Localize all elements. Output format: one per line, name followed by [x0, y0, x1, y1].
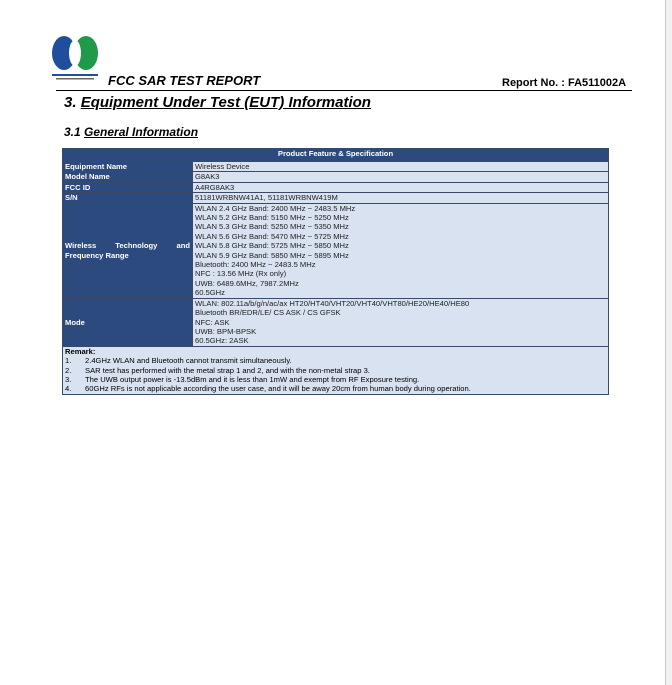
table-row: [63, 203, 609, 298]
wireless-technology-label: [63, 203, 193, 298]
product-spec-table: [62, 148, 609, 395]
equipment-name-value: Wireless Device: [193, 162, 609, 172]
table-row: [63, 298, 609, 346]
subsection-number: 3.1: [64, 125, 81, 139]
remark-text: 2.4GHz WLAN and Bluetooth cannot transmit simultaneously.: [85, 356, 292, 366]
frequency-line: WLAN 2.4 GHz Band: 2400 MHz ~ 2483.5 MHz: [195, 203, 356, 213]
frequency-line: NFC : 13.56 MHz (Rx only): [195, 269, 287, 279]
mode-line: UWB: BPM-BPSK: [195, 326, 257, 336]
list-item: [65, 375, 606, 384]
table-row: [63, 172, 609, 182]
remark-cell: [63, 346, 609, 394]
mode-line: Bluetooth BR/EDR/LE/ CS ASK / CS GFSK: [195, 308, 341, 318]
report-title: FCC SAR TEST REPORT: [108, 73, 261, 88]
frequency-line: WLAN 5.3 GHz Band: 5250 MHz ~ 5350 MHz: [195, 222, 349, 232]
remark-text: The UWB output power is -13.5dBm and it is less than 1mW and exempt from RF Exposure testing.: [85, 374, 420, 384]
mode-line: WLAN: 802.11a/b/g/n/ac/ax HT20/HT40/VHT20/VHT40/VHT80/HE20/HE40/HE80: [195, 298, 470, 308]
remark-heading: Remark:: [65, 346, 96, 356]
frequency-line: WLAN 5.8 GHz Band: 5725 MHz ~ 5850 MHz: [195, 241, 349, 251]
wireless-label-line-2: Frequency Range: [65, 250, 129, 260]
remark-text: SAR test has performed with the metal strap 1 and 2, and with the non-metal strap 3.: [85, 365, 370, 375]
report-number: Report No. : FA511002A: [502, 77, 627, 89]
table-heading: Product Feature & Specification: [63, 149, 609, 162]
remark-row: [63, 346, 609, 394]
remark-number: 1.: [65, 356, 72, 366]
remark-number: 2.: [65, 365, 72, 375]
table-row: [63, 182, 609, 192]
list-item: [65, 356, 606, 365]
frequency-line: 60.5GHz: [195, 288, 225, 298]
table-row: [63, 193, 609, 203]
mode-label: Mode: [63, 298, 193, 346]
frequency-line: WLAN 5.6 GHz Band: 5470 MHz ~ 5725 MHz: [195, 231, 349, 241]
section-number: 3.: [64, 94, 77, 111]
frequency-line: Bluetooth: 2400 MHz ~ 2483.5 MHz: [195, 260, 316, 270]
list-item: [65, 366, 606, 375]
fcc-id-value: A4RG8AK3: [193, 182, 609, 192]
frequency-line: UWB: 6489.6MHz, 7987.2MHz: [195, 278, 299, 288]
mode-line: 60.5GHz: 2ASK: [195, 336, 249, 346]
table-row: [63, 162, 609, 172]
serial-number-value: 51181WRBNW41A1, 51181WRBNW419M: [193, 193, 609, 203]
frequency-line: WLAN 5.2 GHz Band: 5150 MHz ~ 5250 MHz: [195, 213, 349, 223]
subsection-title: General Information: [84, 125, 199, 139]
mode-line: NFC: ASK: [195, 317, 230, 327]
list-item: [65, 384, 606, 393]
header-divider: [56, 90, 632, 91]
wireless-label-line-1: Wireless Technology and: [65, 241, 190, 251]
section-heading: [64, 94, 371, 111]
fcc-id-label: FCC ID: [63, 182, 193, 192]
frequency-line: WLAN 5.9 GHz Band: 5850 MHz ~ 5895 MHz: [195, 250, 349, 260]
section-title: Equipment Under Test (EUT) Information: [80, 94, 371, 111]
model-name-label: Model Name: [63, 172, 193, 182]
company-logo: [46, 34, 104, 82]
serial-number-label: S/N: [63, 193, 193, 203]
wireless-technology-value: [193, 203, 609, 298]
equipment-name-label: Equipment Name: [63, 162, 193, 172]
remark-number: 4.: [65, 384, 72, 394]
remark-text: 60GHz RFs is not applicable according the user case, and it will be away 20cm from human body during operation.: [85, 384, 471, 394]
mode-value: [193, 298, 609, 346]
subsection-heading: [64, 125, 198, 139]
remark-list: [65, 356, 606, 394]
remark-number: 3.: [65, 374, 72, 384]
table-title-row: [63, 149, 609, 162]
model-name-value: G8AK3: [193, 172, 609, 182]
